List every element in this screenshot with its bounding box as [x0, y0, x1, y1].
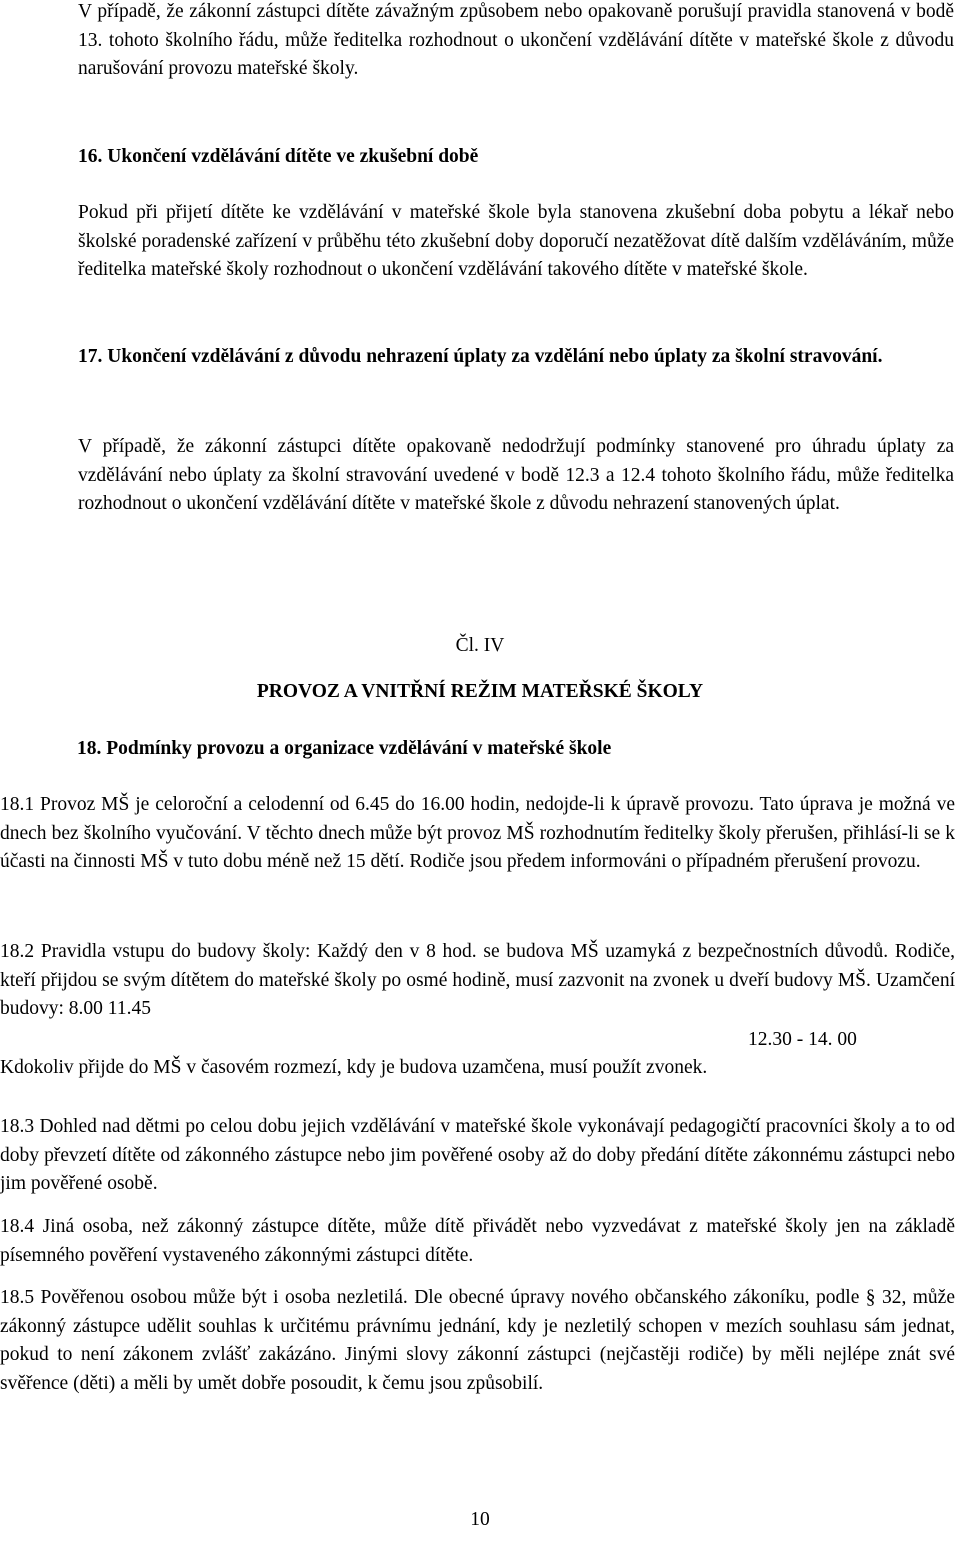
heading-18: 18. Podmínky provozu a organizace vzdělávání v mateřské škole	[77, 738, 612, 759]
paragraph-16: Pokud při přijetí dítěte ke vzdělávání v mateřské škole byla stanovena zkušební doba pobytu a lékař nebo školské poradenské zařízení v průběhu této zkušební doby doporučí nezatěžovat dítě dalším vzděláváním, může ředitelka mateřské školy rozhodnout o ukončení vzdělávání takového dítěte v mateřské škole.	[78, 202, 954, 280]
paragraph-top: V případě, že zákonní zástupci dítěte závažným způsobem nebo opakovaně porušují pravidla stanovená v bodě 13. tohoto školního řádu, může ředitelka rozhodnout o ukončení vzdělávání dítěte v mateřské škole z důvodu narušování provozu mateřské školy.	[78, 1, 954, 79]
paragraph-18-1: 18.1 Provoz MŠ je celoroční a celodenní od 6.45 do 16.00 hodin, nedojde-li k úpravě provozu. Tato úprava je možná ve dnech bez školního vyučování. V těchto dnech může být provoz MŠ rozhodnutím ředitelky školy přerušen, přihlásí-li se k účasti na činnosti MŠ v tuto dobu méně než 15 dětí. Rodiče jsou předem informováni o případném přerušení provozu.	[0, 794, 955, 872]
heading-17: 17. Ukončení vzdělávání z důvodu nehrazení úplaty za vzdělání nebo úplaty za školní stravování.	[78, 346, 883, 367]
paragraph-18-2: 18.2 Pravidla vstupu do budovy školy: Každý den v 8 hod. se budova MŠ uzamyká z bezpečnostních důvodů. Rodiče, kteří přijdou se svým dítětem do mateřské školy po osmé hodině, musí zazvonit na zvonek u dveří budovy MŠ. Uzamčení budovy: 8.00 11.45	[0, 941, 955, 1019]
unlock-time-2: 12.30 - 14. 00	[748, 1029, 857, 1050]
paragraph-18-2-tail: Kdokoliv přijde do MŠ v časovém rozmezí, kdy je budova uzamčena, musí použít zvonek.	[0, 1057, 708, 1078]
paragraph-18-4: 18.4 Jiná osoba, než zákonný zástupce dítěte, může dítě přivádět nebo vyzvedávat z mateřské školy jen na základě písemného pověření vystaveného zákonnými zástupci dítěte.	[0, 1216, 955, 1266]
chapter-title: PROVOZ A VNITŘNÍ REŽIM MATEŘSKÉ ŠKOLY	[256, 681, 704, 702]
paragraph-17: V případě, že zákonní zástupci dítěte opakovaně nedodržují podmínky stanovené pro úhradu úplaty za vzdělávání nebo úplaty za školní stravování uvedené v bodě 12.3 a 12.4 tohoto školního řádu, může ředitelka rozhodnout o ukončení vzdělávání dítěte v mateřské škole z důvodu nehrazení stanovených úplat.	[78, 436, 954, 514]
page-number: 10	[470, 1509, 490, 1530]
chapter-number: Čl. IV	[455, 635, 505, 656]
paragraph-18-3: 18.3 Dohled nad dětmi po celou dobu jejich vzdělávání v mateřské škole vykonávají pedagogičtí pracovníci školy a to od doby převzetí dítěte od zákonného zástupce nebo jim pověřené osoby až do doby předání dítěte zákonnému zástupci nebo jim pověřené osobě.	[0, 1116, 955, 1194]
heading-16: 16. Ukončení vzdělávání dítěte ve zkušební době	[78, 146, 479, 167]
paragraph-18-5: 18.5 Pověřenou osobou může být i osoba nezletilá. Dle obecné úpravy nového občanského zákoníku, podle § 32, může zákonný zástupce udělit souhlas k určitému právnímu jednání, kdy je nezletilý schopen v mezích souhlasu sám jednat, pokud to není zákonem zvlášť zakázáno. Jinými slovy zákonní zástupci (nejčastěji rodiče) by měli nejlépe znát své svěřence (děti) a měli by umět dobře posoudit, k čemu jsou způsobilí.	[0, 1287, 955, 1394]
